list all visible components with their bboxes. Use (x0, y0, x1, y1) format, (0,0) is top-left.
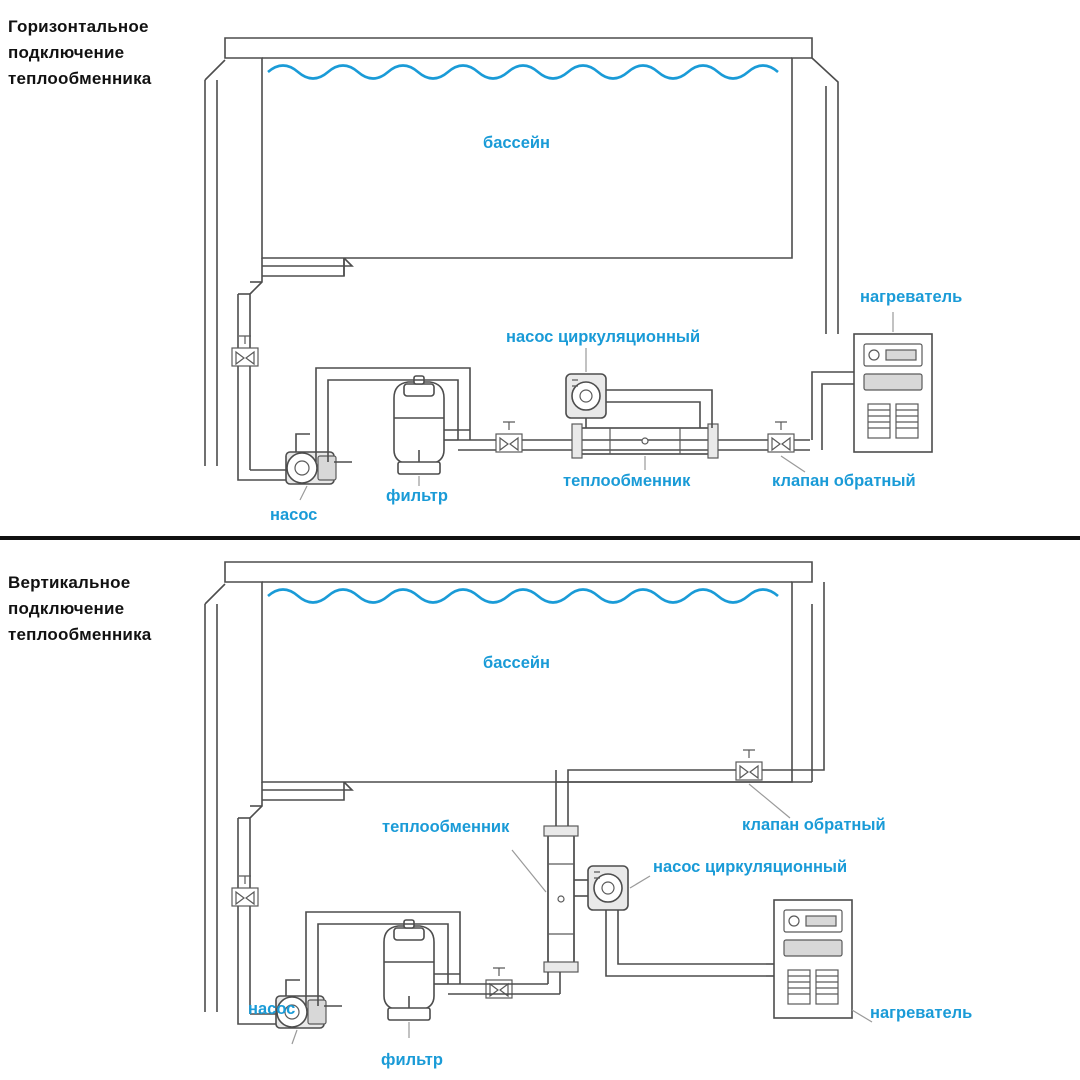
label-heat-exchanger-horizontal: теплообменник (563, 472, 691, 490)
pump-unit (238, 434, 352, 484)
label-circulation-pump-horizontal: насос циркуляционный (506, 328, 701, 346)
valve-left-riser (232, 876, 258, 906)
check-valve (736, 750, 762, 780)
label-pool-horizontal: бассейн (483, 134, 551, 152)
valve-left-riser (232, 336, 258, 366)
label-pump-horizontal: насос (270, 506, 318, 524)
label-filter-vertical: фильтр (381, 1051, 443, 1069)
label-heater-horizontal: нагреватель (860, 288, 963, 306)
check-valve (768, 422, 794, 452)
heater-unit (766, 900, 852, 1018)
label-filter-horizontal: фильтр (386, 487, 448, 505)
label-pump-vertical: насос (248, 1000, 296, 1018)
label-pool-vertical: бассейн (483, 654, 551, 672)
valve-after-filter (496, 422, 522, 452)
horizontal-schematic-svg (0, 0, 1080, 536)
pipe-left-riser (205, 60, 225, 466)
label-check-valve-vertical: клапан обратный (742, 816, 886, 834)
diagram-horizontal (0, 0, 1080, 536)
section-divider (0, 536, 1080, 540)
vertical-schematic-svg (0, 544, 1080, 1080)
filter-unit (306, 912, 460, 1020)
label-heat-exchanger-vertical: теплообменник (382, 818, 510, 836)
label-circulation-pump-vertical: насос циркуляционный (653, 858, 848, 876)
label-heater-vertical: нагреватель (870, 1004, 973, 1022)
circulation-pump (574, 866, 766, 976)
label-check-valve-horizontal: клапан обратный (772, 472, 916, 490)
diagram-vertical (0, 544, 1080, 1080)
circulation-pump (566, 374, 712, 428)
pipe-left-riser (205, 584, 225, 1012)
filter-unit (316, 368, 470, 474)
heater-unit (812, 58, 932, 452)
section-title-vertical: Вертикальное подключение теплообменника (8, 573, 152, 644)
section-title-horizontal: Горизонтальное подключение теплообменника (8, 17, 152, 88)
